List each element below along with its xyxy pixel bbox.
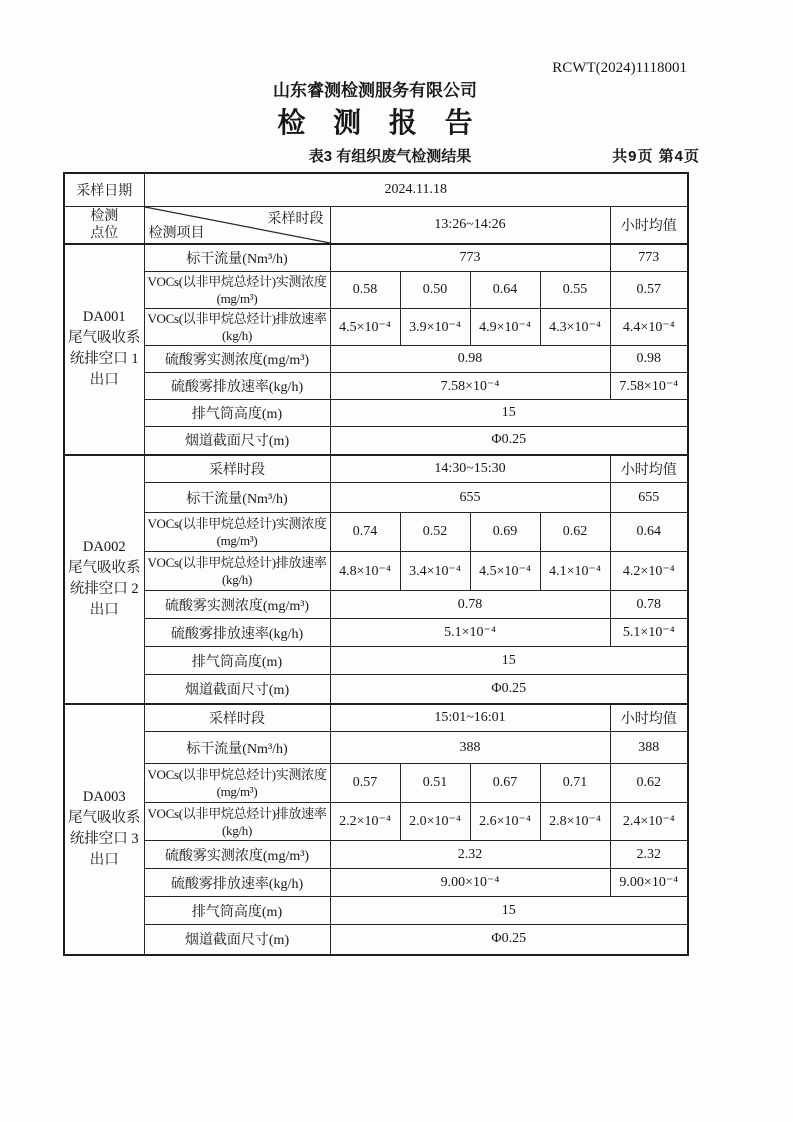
vocs-conc-label: VOCs(以非甲烷总烃计)实测浓度 <box>147 274 327 289</box>
row-label-sulfuric-mist-rate: 硫酸雾排放速率(kg/h) <box>144 619 330 647</box>
row-label-sulfuric-mist-rate: 硫酸雾排放速率(kg/h) <box>144 373 330 400</box>
point-cell-da003 <box>64 704 144 955</box>
value-cell: 4.3×10⁻⁴ <box>540 309 610 346</box>
value-cell: 4.9×10⁻⁴ <box>470 309 540 346</box>
monitoring-point-header-cell <box>64 206 144 244</box>
average-cell: 4.2×10⁻⁴ <box>610 552 688 591</box>
value-cell: 0.52 <box>400 513 470 552</box>
average-cell-flow: 655 <box>610 483 688 513</box>
average-cell: 0.62 <box>610 764 688 803</box>
results-table <box>63 172 689 956</box>
value-cell: 0.50 <box>400 272 470 309</box>
average-cell: 9.00×10⁻⁴ <box>610 869 688 897</box>
hourly-average-header-cell: 小时均值 <box>610 704 688 732</box>
point-line: DA003 <box>82 789 126 805</box>
value-cell: 0.51 <box>400 764 470 803</box>
row-label-period: 采样时段 <box>144 455 330 483</box>
average-cell: 2.4×10⁻⁴ <box>610 803 688 841</box>
value-cell: 4.8×10⁻⁴ <box>330 552 400 591</box>
sampling-period-value-cell: 14:30~15:30 <box>330 455 610 483</box>
point-cell-da002 <box>64 455 144 704</box>
sampling-period-corner-label: 采样时段 <box>267 211 324 227</box>
sampling-date-label-cell: 采样日期 <box>64 173 144 206</box>
table-caption: 表3 有组织废气检测结果 <box>308 148 472 165</box>
value-cell: 4.5×10⁻⁴ <box>330 309 400 346</box>
point-line: 出口 <box>89 372 119 388</box>
value-cell: 0.67 <box>470 764 540 803</box>
value-cell: 0.57 <box>330 764 400 803</box>
value-cell: 2.32 <box>330 841 610 869</box>
sampling-date-value-cell: 2024.11.18 <box>144 173 688 206</box>
row-label-stack-height: 排气筒高度(m) <box>144 647 330 675</box>
company-name: 山东睿测检测服务有限公司 <box>273 81 477 100</box>
value-cell: 0.62 <box>540 513 610 552</box>
row-label-vocs-concentration <box>144 272 330 309</box>
row-label-vocs-rate <box>144 552 330 591</box>
row-label-stack-height: 排气筒高度(m) <box>144 400 330 427</box>
report-number: RCWT(2024)1118001 <box>552 60 687 76</box>
average-cell: 7.58×10⁻⁴ <box>610 373 688 400</box>
value-cell: 3.4×10⁻⁴ <box>400 552 470 591</box>
report-title: 检 测 报 告 <box>277 107 483 138</box>
point-line: 尾气吸收系 <box>68 560 141 576</box>
value-cell: 4.1×10⁻⁴ <box>540 552 610 591</box>
row-label-duct-size: 烟道截面尺寸(m) <box>144 675 330 704</box>
value-cell: 0.78 <box>330 591 610 619</box>
average-cell: 5.1×10⁻⁴ <box>610 619 688 647</box>
vocs-rate-label: VOCs(以非甲烷总烃计)排放速率 <box>147 311 327 326</box>
diagonal-header-cell <box>144 206 330 244</box>
monitoring-point-label-line2: 点位 <box>90 225 119 241</box>
value-cell: 2.6×10⁻⁴ <box>470 803 540 841</box>
vocs-conc-label: VOCs(以非甲烷总烃计)实测浓度 <box>147 767 327 782</box>
row-label-vocs-concentration <box>144 764 330 803</box>
row-label-stack-height: 排气筒高度(m) <box>144 897 330 925</box>
value-cell-flow: 773 <box>330 244 610 272</box>
hourly-average-header-cell: 小时均值 <box>610 455 688 483</box>
point-line: 出口 <box>89 852 119 868</box>
value-cell: 0.55 <box>540 272 610 309</box>
row-label-duct-size: 烟道截面尺寸(m) <box>144 925 330 955</box>
row-label-sulfuric-mist-rate: 硫酸雾排放速率(kg/h) <box>144 869 330 897</box>
row-label-vocs-rate <box>144 309 330 346</box>
page-indicator: 共9页 第4页 <box>612 148 700 165</box>
value-cell: 3.9×10⁻⁴ <box>400 309 470 346</box>
row-label-sulfuric-mist-concentration: 硫酸雾实测浓度(mg/m³) <box>144 591 330 619</box>
row-label-flow: 标干流量(Nm³/h) <box>144 483 330 513</box>
value-cell-flow: 388 <box>330 732 610 764</box>
row-label-duct-size: 烟道截面尺寸(m) <box>144 427 330 455</box>
point-line: 统排空口 3 <box>69 831 139 847</box>
average-cell-flow: 773 <box>610 244 688 272</box>
value-cell: 2.8×10⁻⁴ <box>540 803 610 841</box>
average-cell: 0.98 <box>610 346 688 373</box>
point-line: 统排空口 1 <box>69 351 139 367</box>
vocs-conc-unit: (mg/m³) <box>216 291 258 306</box>
point-line: DA001 <box>82 309 126 325</box>
vocs-conc-unit: (mg/m³) <box>216 533 258 548</box>
average-cell: 0.57 <box>610 272 688 309</box>
vocs-rate-unit: (kg/h) <box>222 572 252 587</box>
point-line: 尾气吸收系 <box>68 330 141 346</box>
row-label-sulfuric-mist-concentration: 硫酸雾实测浓度(mg/m³) <box>144 841 330 869</box>
value-cell: 15 <box>330 647 688 675</box>
page-content <box>63 58 700 956</box>
row-label-vocs-concentration <box>144 513 330 552</box>
row-label-period: 采样时段 <box>144 704 330 732</box>
point-line: 出口 <box>89 602 119 618</box>
value-cell-flow: 655 <box>330 483 610 513</box>
value-cell: 0.74 <box>330 513 400 552</box>
average-cell: 4.4×10⁻⁴ <box>610 309 688 346</box>
value-cell: 7.58×10⁻⁴ <box>330 373 610 400</box>
average-cell: 0.64 <box>610 513 688 552</box>
value-cell: Φ0.25 <box>330 427 688 455</box>
point-line: 尾气吸收系 <box>68 810 141 826</box>
vocs-rate-label: VOCs(以非甲烷总烃计)排放速率 <box>147 555 327 570</box>
average-cell: 0.78 <box>610 591 688 619</box>
average-cell: 2.32 <box>610 841 688 869</box>
value-cell: 15 <box>330 897 688 925</box>
monitoring-point-label-line1: 检测 <box>90 208 119 224</box>
value-cell: Φ0.25 <box>330 925 688 955</box>
value-cell: 2.2×10⁻⁴ <box>330 803 400 841</box>
value-cell: 0.64 <box>470 272 540 309</box>
vocs-rate-unit: (kg/h) <box>222 822 252 838</box>
average-cell-flow: 388 <box>610 732 688 764</box>
caption-row <box>63 146 700 168</box>
value-cell: 2.0×10⁻⁴ <box>400 803 470 841</box>
vocs-conc-label: VOCs(以非甲烷总烃计)实测浓度 <box>147 516 327 531</box>
value-cell: 5.1×10⁻⁴ <box>330 619 610 647</box>
value-cell: 0.58 <box>330 272 400 309</box>
sampling-period-value-cell: 15:01~16:01 <box>330 704 610 732</box>
value-cell: 0.71 <box>540 764 610 803</box>
vocs-rate-unit: (kg/h) <box>222 328 252 343</box>
monitoring-item-corner-label: 检测项目 <box>148 225 205 241</box>
vocs-conc-unit: (mg/m³) <box>216 784 258 799</box>
hourly-average-header-cell: 小时均值 <box>610 206 688 244</box>
row-label-flow: 标干流量(Nm³/h) <box>144 244 330 272</box>
row-label-vocs-rate <box>144 803 330 841</box>
point-cell-da001 <box>64 244 144 455</box>
point-line: 统排空口 2 <box>69 581 139 597</box>
value-cell: Φ0.25 <box>330 675 688 704</box>
value-cell: 9.00×10⁻⁴ <box>330 869 610 897</box>
row-label-flow: 标干流量(Nm³/h) <box>144 732 330 764</box>
row-label-sulfuric-mist-concentration: 硫酸雾实测浓度(mg/m³) <box>144 346 330 373</box>
vocs-rate-label: VOCs(以非甲烷总烃计)排放速率 <box>147 805 327 821</box>
sampling-period-value-cell: 13:26~14:26 <box>330 206 610 244</box>
value-cell: 15 <box>330 400 688 427</box>
value-cell: 0.69 <box>470 513 540 552</box>
point-line: DA002 <box>82 539 126 555</box>
value-cell: 4.5×10⁻⁴ <box>470 552 540 591</box>
value-cell: 0.98 <box>330 346 610 373</box>
